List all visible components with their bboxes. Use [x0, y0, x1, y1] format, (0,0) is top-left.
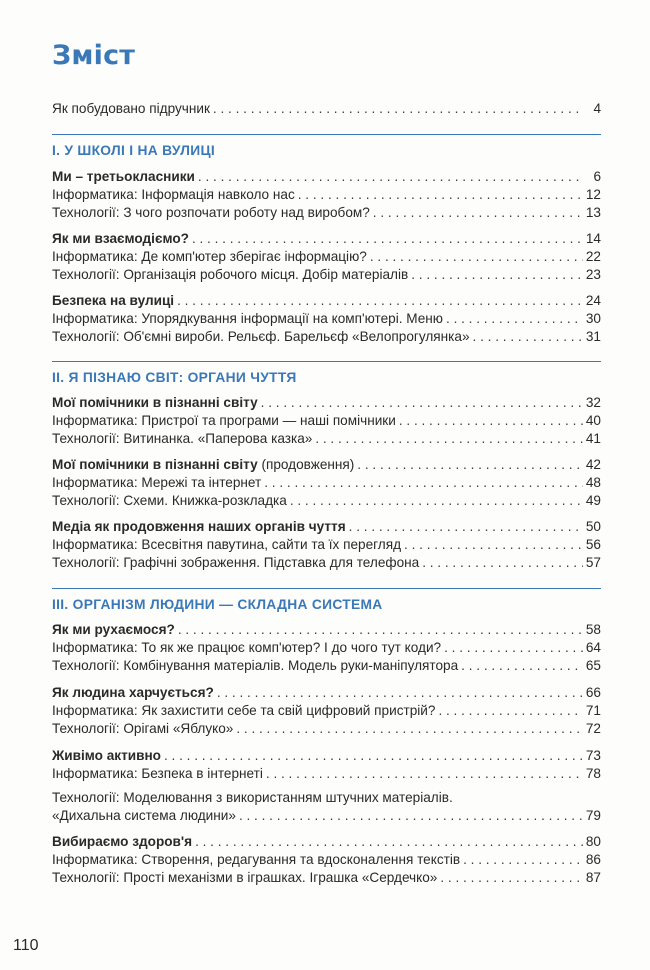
toc-entry-page: 57: [585, 555, 601, 570]
toc-entry[interactable]: [52, 657, 601, 674]
toc-entry-label: Інформатика: Мережі та інтернет: [52, 475, 262, 490]
section-heading: III. ОРГАНІЗМ ЛЮДИНИ — СКЛАДНА СИСТЕМА: [52, 597, 383, 612]
toc-entry[interactable]: [52, 186, 601, 203]
toc-entry-page: 6: [593, 169, 601, 184]
toc-entry[interactable]: [52, 248, 601, 265]
section-divider: [52, 134, 601, 135]
toc-entry[interactable]: [52, 869, 601, 886]
toc-entry[interactable]: [52, 536, 601, 553]
dot-leader: [461, 657, 583, 674]
toc-entry-label: Технології: Комбінування матеріалів. Модель руки-маніпулятора: [52, 658, 459, 673]
toc-entry-label: Ми – третьокласники: [52, 169, 195, 184]
toc-entry[interactable]: [52, 328, 601, 345]
toc-entry-page: 66: [585, 685, 601, 700]
toc-entry[interactable]: [52, 747, 601, 764]
toc-entry-page: 32: [585, 395, 601, 410]
toc-entry-label: Технології: Організація робочого місця. Добір матеріалів: [52, 267, 409, 282]
dot-leader: [349, 518, 583, 535]
toc-entry-label: Технології: Витинанка. «Паперова казка»: [52, 431, 313, 446]
toc-entry-label: Інформатика: Всесвітня павутина, сайти та їх перегляд: [52, 537, 402, 552]
toc-entry-label: Інформатика: Пристрої та програми — наші помічники: [52, 413, 396, 428]
toc-entry[interactable]: [52, 720, 601, 737]
toc-entry-suffix: (продовження): [257, 457, 355, 472]
toc-entry-page: 41: [585, 431, 601, 446]
toc-entry-label: Інформатика: Інформація навколо нас: [52, 187, 295, 202]
dot-leader: [373, 204, 583, 221]
toc-entry-label: Живімо активно: [52, 748, 161, 763]
toc-entry-label: Інформатика: Де комп'ютер зберігає інформацію?: [52, 249, 367, 264]
dot-leader: [198, 168, 584, 185]
toc-entry-label: Технології: Схеми. Книжка-розкладка: [52, 493, 287, 508]
toc-entry[interactable]: [52, 430, 601, 447]
toc-entry-label: Технології: Прості механізми в іграшках. Іграшка «Сердечко»: [52, 870, 438, 885]
toc-entry-page: 13: [585, 205, 601, 220]
toc-entry-page: 23: [585, 267, 601, 282]
dot-leader: [444, 639, 583, 656]
toc-entry[interactable]: [52, 456, 601, 473]
toc-entry-bold-label: Мої помічники в пізнанні світу: [52, 457, 258, 472]
toc-entry[interactable]: [52, 639, 601, 656]
toc-entry[interactable]: [52, 310, 601, 327]
toc-entry-label: Технології: З чого розпочати роботу над виробом?: [52, 205, 370, 220]
toc-entry[interactable]: [52, 412, 601, 429]
dot-leader: [164, 747, 583, 764]
toc-entry[interactable]: [52, 684, 601, 701]
toc-entry-page: 58: [585, 622, 601, 637]
dot-leader: [290, 492, 583, 509]
dot-leader: [217, 684, 583, 701]
toc-entry-label: «Дихальна система людини»: [52, 808, 236, 823]
toc-entry-intro[interactable]: [52, 100, 601, 117]
toc-entry[interactable]: [52, 518, 601, 535]
toc-entry-page: 40: [585, 413, 601, 428]
toc-entry[interactable]: [52, 621, 601, 638]
toc-entry[interactable]: [52, 833, 601, 850]
toc-entry-label: Інформатика: Створення, редагування та вдосконалення текстів: [52, 852, 461, 867]
dot-leader: [192, 230, 583, 247]
section-heading: II. Я ПІЗНАЮ СВІТ: ОРГАНИ ЧУТТЯ: [52, 370, 297, 385]
toc-entry-label: Як людина харчується?: [52, 685, 214, 700]
toc-entry-label: Технології: Моделювання з використанням штучних матеріалів.: [52, 790, 453, 805]
dot-leader: [239, 807, 583, 824]
toc-entry-page: 64: [585, 640, 601, 655]
toc-entry-page: 22: [585, 249, 601, 264]
toc-entry-page: 71: [585, 703, 601, 718]
toc-entry-page: 79: [585, 808, 601, 823]
dot-leader: [213, 100, 584, 117]
dot-leader: [266, 765, 583, 782]
toc-entry[interactable]: [52, 807, 601, 824]
dot-leader: [404, 536, 583, 553]
dot-leader: [440, 869, 583, 886]
toc-entry[interactable]: [52, 292, 601, 309]
dot-leader: [473, 328, 583, 345]
dot-leader: [177, 292, 583, 309]
toc-entry-label: Вибираємо здоров'я: [52, 834, 193, 849]
toc-entry-page: 49: [585, 493, 601, 508]
toc-entry-label: Як ми рухаємося?: [52, 622, 175, 637]
toc-entry-page: 80: [585, 834, 601, 849]
toc-entry[interactable]: [52, 492, 601, 509]
toc-entry-page: 24: [585, 293, 601, 308]
toc-entry-label: Медіа як продовження наших органів чуття: [52, 519, 346, 534]
toc-entry-label: [52, 456, 354, 473]
dot-leader: [236, 720, 583, 737]
toc-entry-page: 30: [585, 311, 601, 326]
toc-entry-label: Інформатика: То як же працює комп'ютер? І до чого тут коди?: [52, 640, 442, 655]
dot-leader: [357, 456, 583, 473]
dot-leader: [178, 621, 583, 638]
dot-leader: [195, 833, 583, 850]
toc-entry-label: Як ми взаємодіємо?: [52, 231, 189, 246]
dot-leader: [261, 394, 583, 411]
dot-leader: [422, 554, 583, 571]
toc-entry-label: Інформатика: Безпека в інтернеті: [52, 766, 263, 781]
toc-entry-page: 12: [585, 187, 601, 202]
toc-entry-page: 56: [585, 537, 601, 552]
section-divider: [52, 361, 601, 362]
toc-entry-page: 87: [585, 870, 601, 885]
dot-leader: [399, 412, 583, 429]
section-heading: I. У ШКОЛІ І НА ВУЛИЦІ: [52, 143, 215, 158]
toc-entry[interactable]: [52, 394, 601, 411]
toc-entry-page: 31: [585, 329, 601, 344]
toc-entry[interactable]: [52, 230, 601, 247]
dot-leader: [411, 266, 583, 283]
toc-entry-label: Технології: Графічні зображення. Підставка для телефона: [52, 555, 420, 570]
toc-entry-page: 65: [585, 658, 601, 673]
section-divider: [52, 588, 601, 589]
toc-entry[interactable]: [52, 266, 601, 283]
toc-entry[interactable]: [52, 474, 601, 491]
toc-entry[interactable]: [52, 789, 601, 806]
toc-entry-label: Інформатика: Як захистити себе та свій цифровий пристрій?: [52, 703, 436, 718]
toc-entry[interactable]: [52, 204, 601, 221]
toc-entry-page: 73: [585, 748, 601, 763]
toc-entry-page: 42: [585, 457, 601, 472]
toc-entry[interactable]: [52, 168, 601, 185]
toc-entry-page: 78: [585, 766, 601, 781]
toc-entry[interactable]: [52, 765, 601, 782]
toc-entry-label: Мої помічники в пізнанні світу: [52, 395, 258, 410]
dot-leader: [463, 851, 583, 868]
toc-entry-page: 14: [585, 231, 601, 246]
dot-leader: [446, 310, 583, 327]
page-title: Зміст: [52, 40, 136, 71]
toc-entry-label: Як побудовано підручник: [52, 101, 210, 116]
dot-leader: [315, 430, 583, 447]
toc-entry[interactable]: [52, 554, 601, 571]
toc-entry-page: 86: [585, 852, 601, 867]
toc-entry-page: 72: [585, 721, 601, 736]
toc-entry-page: 4: [593, 101, 601, 116]
toc-entry[interactable]: [52, 702, 601, 719]
dot-leader: [370, 248, 583, 265]
dot-leader: [298, 186, 583, 203]
dot-leader: [264, 474, 583, 491]
toc-entry-label: Технології: Орігамі «Яблуко»: [52, 721, 234, 736]
toc-entry-page: 50: [585, 519, 601, 534]
toc-entry-label: Безпека на вулиці: [52, 293, 175, 308]
toc-entry-label: Технології: Об'ємні вироби. Рельєф. Барельєф «Велопрогулянка»: [52, 329, 470, 344]
page-number: 110: [13, 937, 39, 954]
toc-entry[interactable]: [52, 851, 601, 868]
dot-leader: [438, 702, 582, 719]
toc-entry-page: 48: [585, 475, 601, 490]
toc-entry-label: Інформатика: Упорядкування інформації на комп'ютері. Меню: [52, 311, 444, 326]
